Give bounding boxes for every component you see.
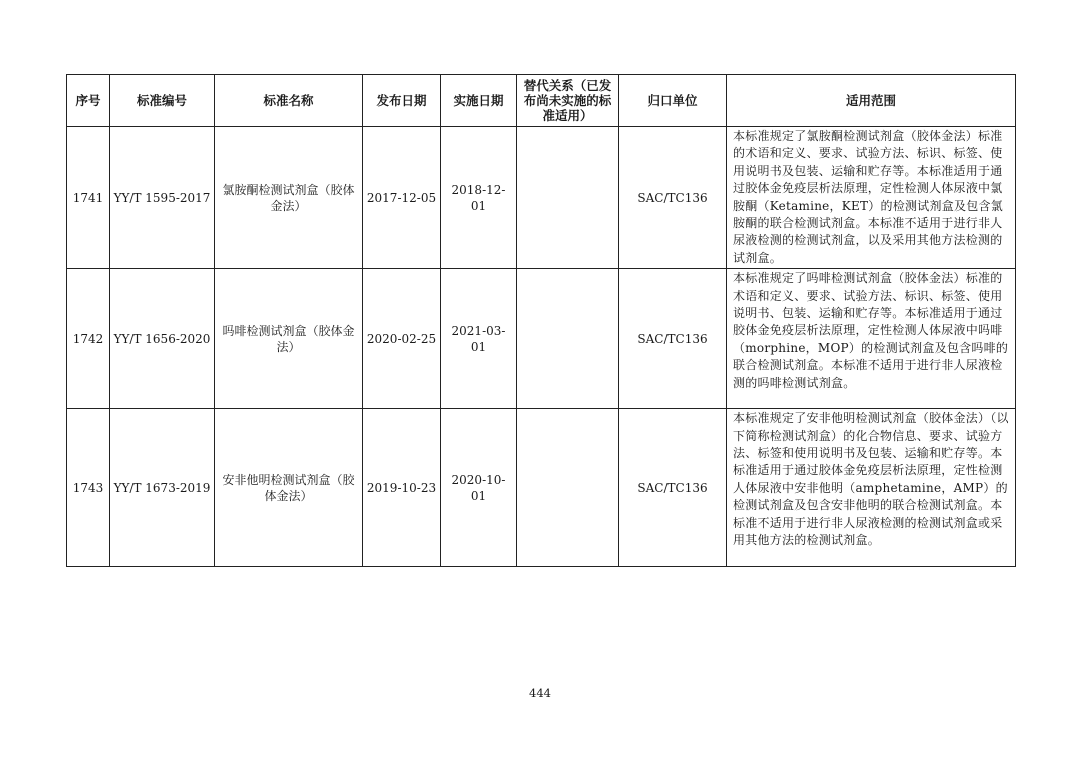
cell-standard-code: YY/T 1673-2019 — [110, 409, 215, 567]
cell-effective-date: 2021-03-01 — [441, 269, 517, 409]
cell-scope: 本标准规定了吗啡检测试剂盒（胶体金法）标准的术语和定义、要求、试验方法、标识、标签、使用说明书、包装、运输和贮存等。本标准适用于通过胶体金免疫层析法原理，定性检测人体尿液中吗啡（morphine，MOP）的检测试剂盒及包含吗啡的联合检测试剂盒。本标准不适用于进行非人尿液检测的吗啡检测试剂盒。 — [727, 269, 1016, 409]
header-authority: 归口单位 — [619, 75, 727, 127]
cell-effective-date: 2020-10-01 — [441, 409, 517, 567]
cell-replacement — [517, 409, 619, 567]
cell-effective-date: 2018-12-01 — [441, 127, 517, 269]
cell-replacement — [517, 269, 619, 409]
table-row — [67, 269, 1016, 409]
page-number: 444 — [529, 686, 551, 700]
header-standard-name: 标准名称 — [215, 75, 363, 127]
cell-authority: SAC/TC136 — [619, 409, 727, 567]
table-row — [67, 409, 1016, 567]
header-standard-code: 标准编号 — [110, 75, 215, 127]
cell-publish-date: 2017-12-05 — [363, 127, 441, 269]
header-row — [67, 75, 1016, 127]
cell-index: 1741 — [67, 127, 110, 269]
cell-authority: SAC/TC136 — [619, 127, 727, 269]
standards-table — [66, 74, 1016, 567]
cell-authority: SAC/TC136 — [619, 269, 727, 409]
header-publish-date: 发布日期 — [363, 75, 441, 127]
cell-standard-code: YY/T 1595-2017 — [110, 127, 215, 269]
cell-scope: 本标准规定了安非他明检测试剂盒（胶体金法）（以下简称检测试剂盒）的化合物信息、要求、试验方法、标签和使用说明书及包装、运输和贮存等。本标准适用于通过胶体金免疫层析法原理，定性检测人体尿液中安非他明（amphetamine，AMP）的检测试剂盒及包含安非他明的联合检测试剂盒。本标准不适用于进行非人尿液检测的检测试剂盒或采用其他方法的检测试剂盒。 — [727, 409, 1016, 567]
cell-replacement — [517, 127, 619, 269]
header-index: 序号 — [67, 75, 110, 127]
cell-publish-date: 2019-10-23 — [363, 409, 441, 567]
cell-publish-date: 2020-02-25 — [363, 269, 441, 409]
header-effective-date: 实施日期 — [441, 75, 517, 127]
cell-standard-name: 吗啡检测试剂盒（胶体金法） — [215, 269, 363, 409]
header-replacement: 替代关系（已发布尚未实施的标准适用） — [517, 75, 619, 127]
cell-standard-name: 安非他明检测试剂盒（胶体金法） — [215, 409, 363, 567]
cell-standard-code: YY/T 1656-2020 — [110, 269, 215, 409]
table-row — [67, 127, 1016, 269]
cell-index: 1742 — [67, 269, 110, 409]
cell-scope: 本标准规定了氯胺酮检测试剂盒（胶体金法）标准的术语和定义、要求、试验方法、标识、标签、使用说明书及包装、运输和贮存等。本标准适用于通过胶体金免疫层析法原理，定性检测人体尿液中氯胺酮（Ketamine，KET）的检测试剂盒及包含氯胺酮的联合检测试剂盒。本标准不适用于进行非人尿液检测的检测试剂盒，以及采用其他方法检测的试剂盒。 — [727, 127, 1016, 269]
cell-index: 1743 — [67, 409, 110, 567]
header-scope: 适用范围 — [727, 75, 1016, 127]
cell-standard-name: 氯胺酮检测试剂盒（胶体金法） — [215, 127, 363, 269]
